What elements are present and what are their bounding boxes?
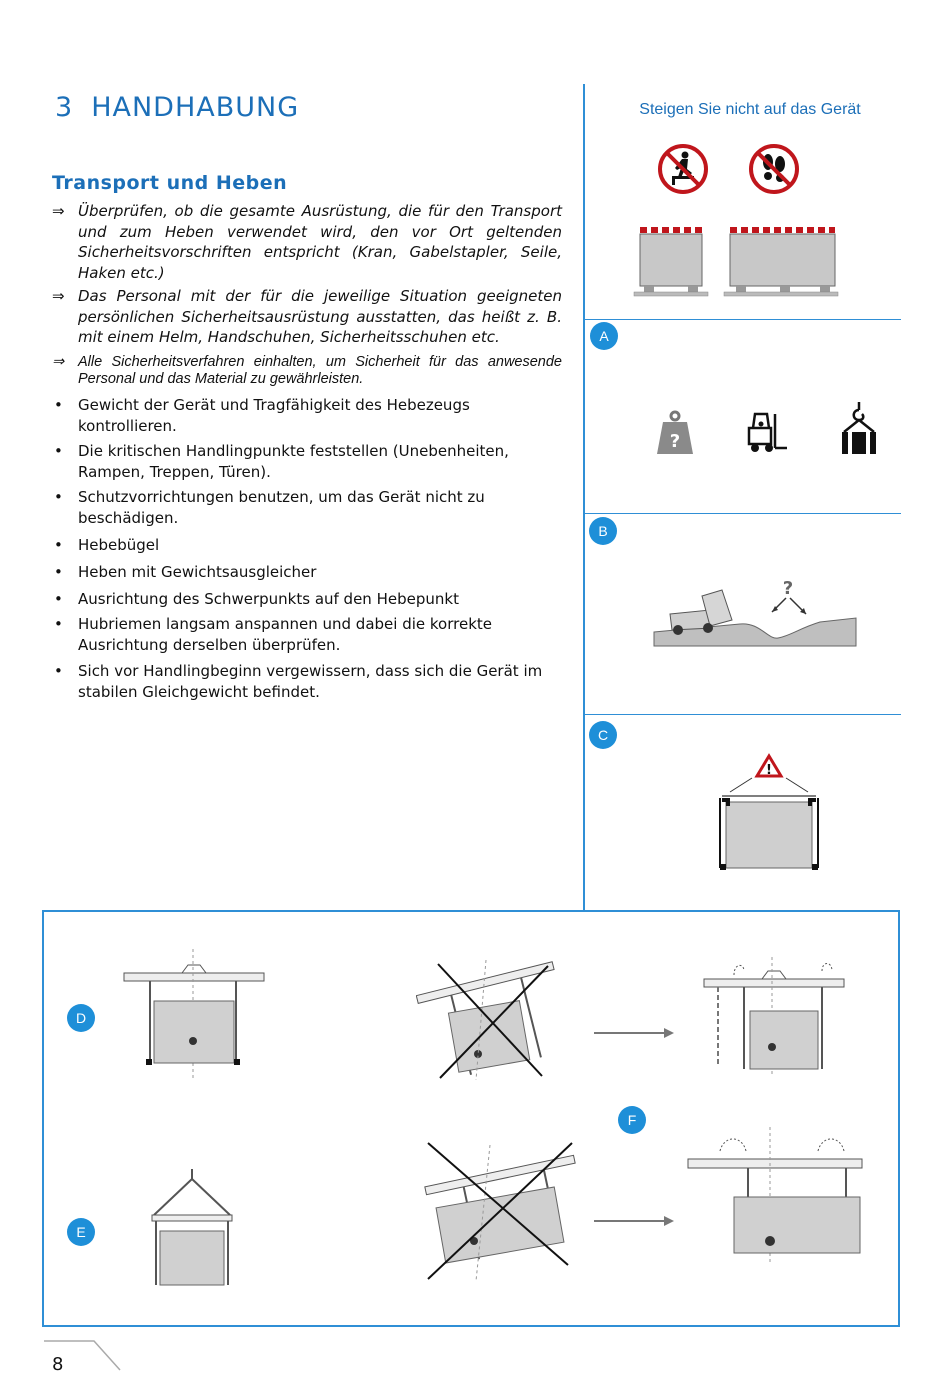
instruction-text: Überprüfen, ob die gesamte Ausrüstung, die für den Transport und zum Heben verwendet wird, den vor Ort geltenden Sicherheitsvorschriften entspricht (Kran, Gabelstapler, Seile, Haken etc.) — [78, 202, 562, 282]
list-item — [52, 395, 562, 436]
instruction-item — [52, 286, 562, 348]
list-item — [52, 535, 562, 556]
bullet-icon: • — [54, 488, 63, 506]
device-illustration — [630, 222, 840, 302]
bullet-icon: • — [54, 615, 63, 633]
list-item-text: Hubriemen langsam anspannen und dabei die korrekte Ausrichtung derselben überprüfen. — [78, 615, 492, 654]
section-divider — [585, 513, 901, 514]
section-title: HANDHABUNG — [91, 92, 300, 123]
spreader-bar-correct — [118, 945, 268, 1085]
weight-icon — [655, 410, 695, 456]
badge-f: F — [618, 1106, 646, 1134]
list-item-text: Gewicht der Gerät und Tragfähigkeit des Hebezeugs kontrollieren. — [78, 396, 470, 435]
column-divider — [583, 84, 585, 910]
forklift-icon — [743, 410, 789, 456]
bullet-icon: • — [54, 536, 63, 554]
list-item — [52, 614, 562, 655]
list-item — [52, 487, 562, 528]
bullet-icon: • — [54, 590, 63, 608]
badge-b: B — [589, 517, 617, 545]
protection-illustration — [712, 752, 828, 872]
page-number: 8 — [52, 1354, 64, 1375]
list-item-text: Hebebügel — [78, 536, 160, 554]
bullet-icon: • — [54, 442, 63, 460]
spreader-bar-wrong — [416, 950, 566, 1085]
list-item-text: Heben mit Gewichtsausgleicher — [78, 563, 317, 581]
arrow-right-icon — [594, 1214, 676, 1228]
arrow-icon: ⇒ — [52, 354, 65, 370]
long-spreader-wrong — [420, 1135, 580, 1285]
no-climbing-icon — [656, 142, 710, 196]
long-spreader-adjusted — [684, 1125, 866, 1265]
question-mark: ? — [782, 578, 794, 599]
warning-exclamation: ! — [766, 763, 772, 778]
badge-c: C — [589, 721, 617, 749]
badge-d: D — [67, 1004, 95, 1032]
subsection-title: Transport und Heben — [52, 172, 288, 194]
instruction-item — [52, 201, 562, 283]
section-divider — [585, 319, 901, 320]
no-stepping-icon — [747, 142, 801, 196]
list-item — [52, 441, 562, 482]
badge-a: A — [590, 322, 618, 350]
lifting-frame — [148, 1165, 236, 1290]
arrow-icon: ⇒ — [52, 202, 65, 220]
page-title — [55, 92, 299, 123]
instruction-text: Alle Sicherheitsverfahren einhalten, um Sicherheit für das anwesende Personal und das Material zu gewährleisten. — [78, 354, 562, 387]
weight-question-mark: ? — [669, 431, 681, 452]
instruction-text: Das Personal mit der für die jeweilige Situation geeigneten persönlichen Sicherheitsausrüstung ausstatten, das heißt z. B. mit einem Helm, Handschuhen, Sicherheitsschuhen etc. — [78, 287, 562, 346]
list-item-text: Sich vor Handlingbeginn vergewissern, dass sich die Gerät im stabilen Gleichgewicht befindet. — [78, 662, 543, 701]
list-item-text: Schutzvorrichtungen benutzen, um das Gerät nicht zu beschädigen. — [78, 488, 485, 527]
bullet-icon: • — [54, 563, 63, 581]
crane-hook-icon — [838, 402, 880, 458]
badge-e: E — [67, 1218, 95, 1246]
list-item-text: Die kritischen Handlingpunkte feststellen (Unebenheiten, Rampen, Treppen, Türen). — [78, 442, 509, 481]
arrow-icon: ⇒ — [52, 287, 65, 305]
uneven-ground-illustration — [650, 572, 860, 650]
section-number: 3 — [55, 92, 74, 123]
bullet-icon: • — [54, 662, 63, 680]
spreader-bar-adjusted — [700, 955, 848, 1080]
list-item — [52, 589, 562, 610]
section-divider — [585, 714, 901, 715]
list-item — [52, 562, 562, 583]
instruction-item — [52, 354, 562, 387]
list-item-text: Ausrichtung des Schwerpunkts auf den Hebepunkt — [78, 590, 459, 608]
arrow-right-icon — [594, 1026, 676, 1040]
bullet-icon: • — [54, 396, 63, 414]
warning-title: Steigen Sie nicht auf das Gerät — [639, 101, 861, 118]
list-item — [52, 661, 562, 702]
